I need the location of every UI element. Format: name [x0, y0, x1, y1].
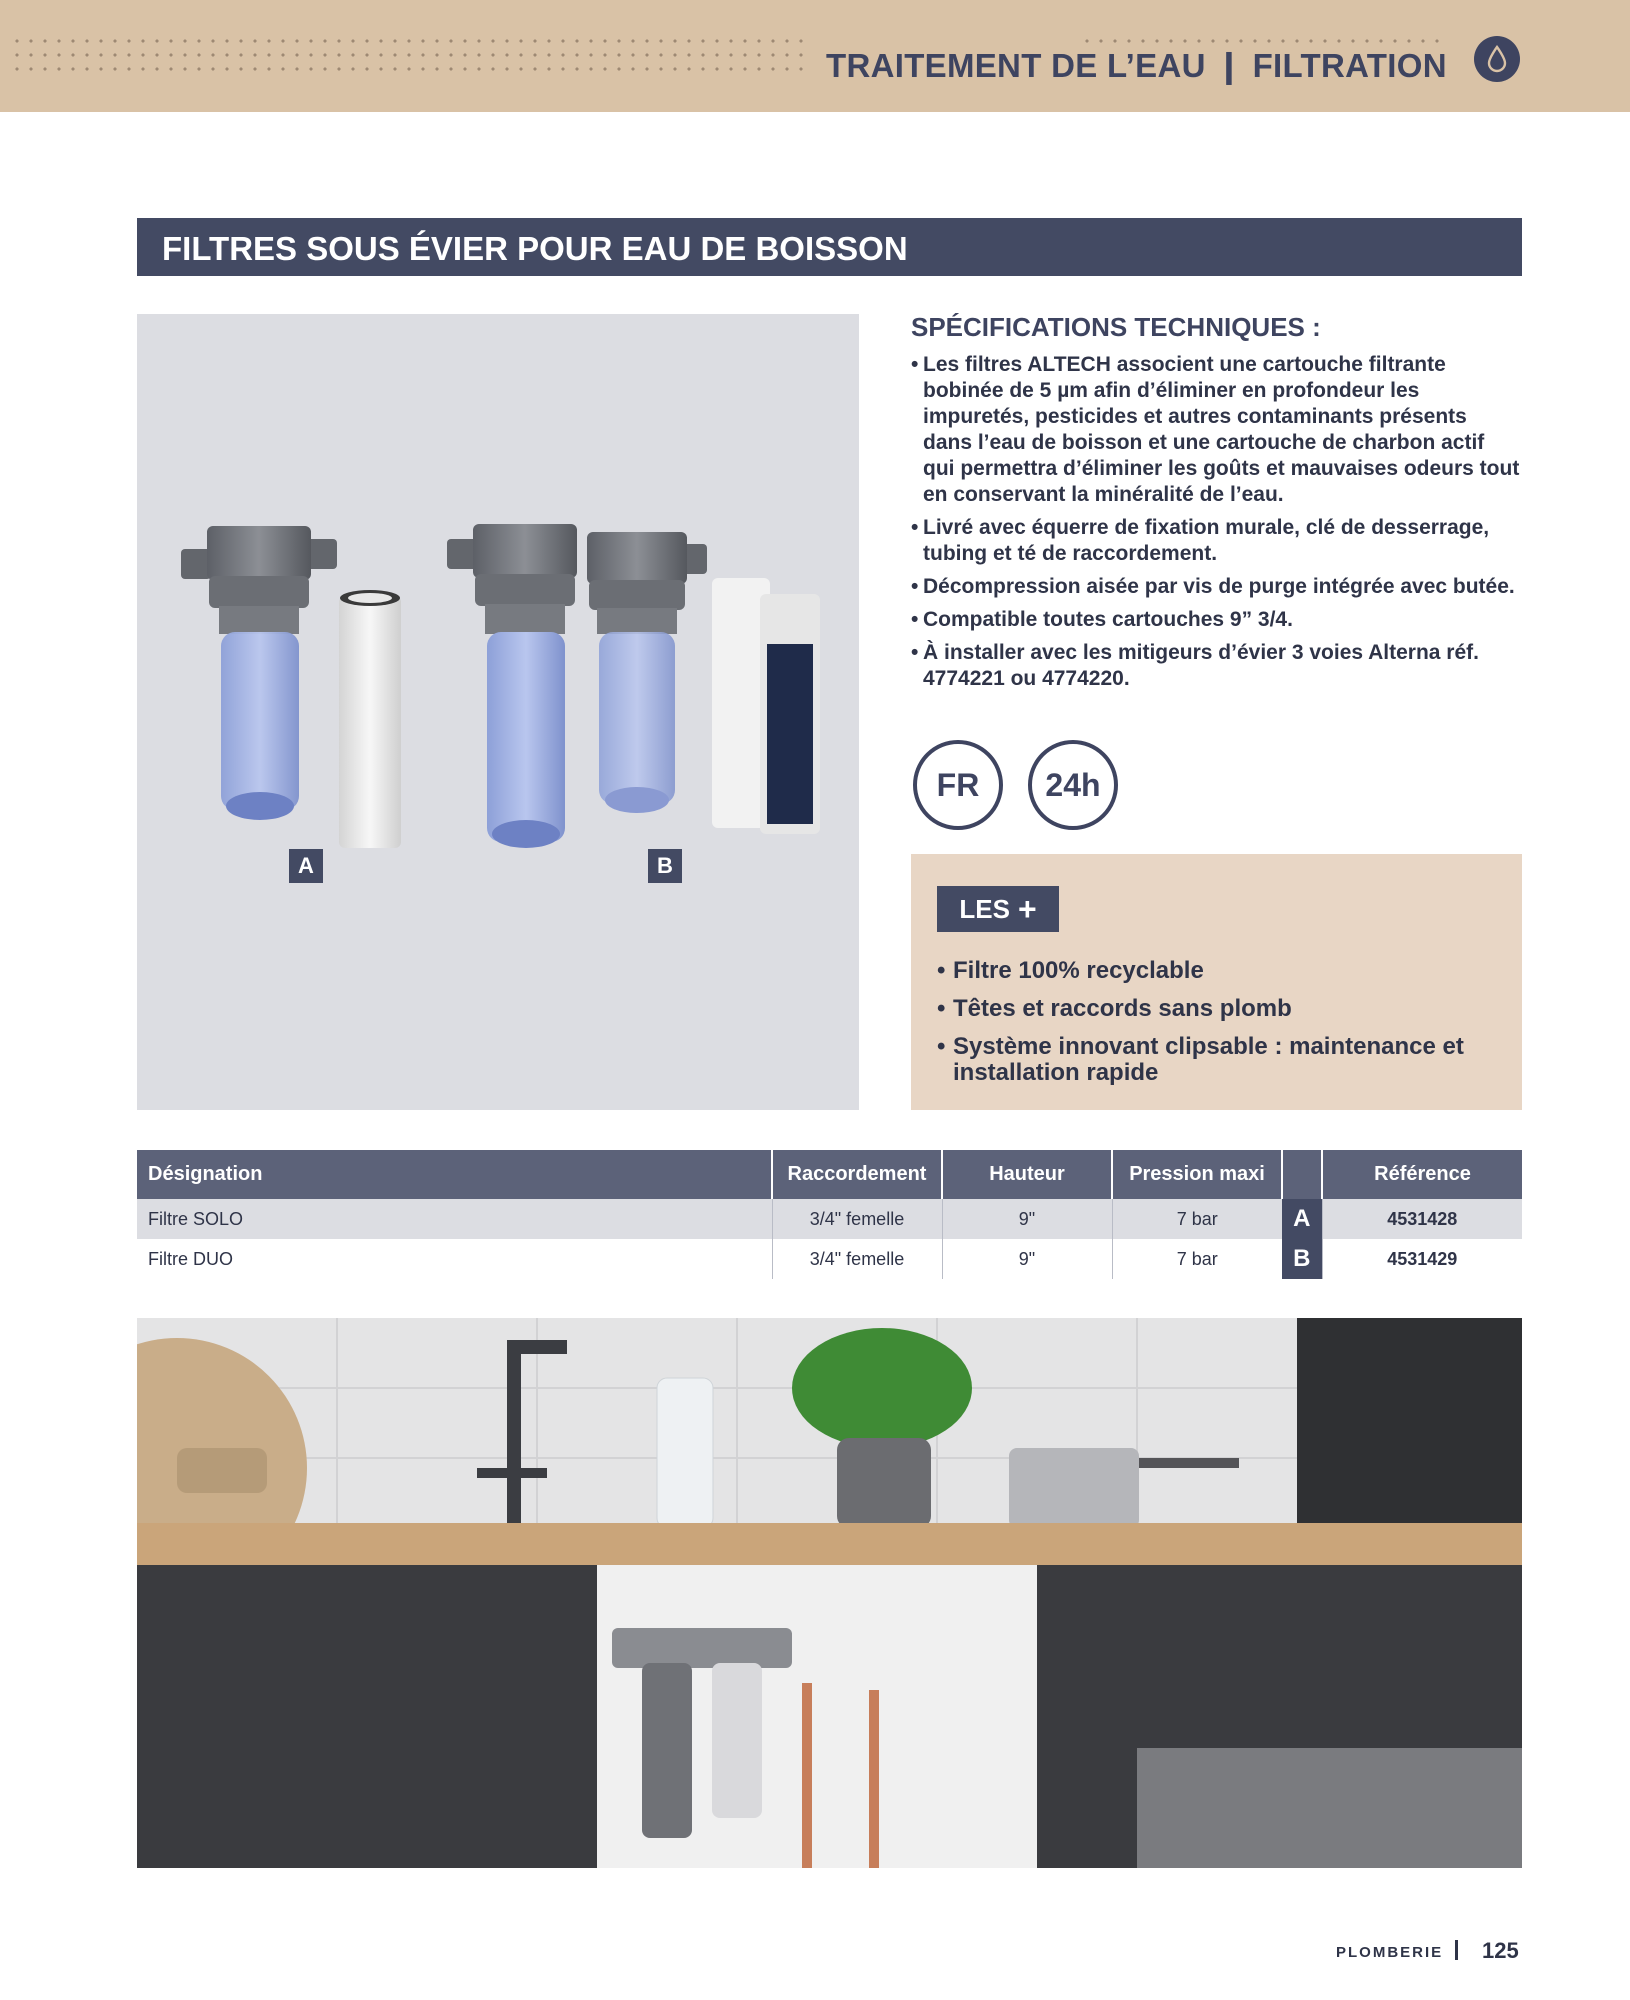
filter-illustration	[137, 314, 859, 1110]
footer-separator	[1455, 1940, 1458, 1960]
made-in-france-badge: FR	[913, 740, 1003, 830]
advantage-item: • Système innovant clipsable : maintenance et installation rapide	[937, 1034, 1497, 1086]
height-cell: 9"	[942, 1199, 1112, 1239]
filter-duo	[447, 524, 707, 848]
decorative-dots	[10, 34, 810, 80]
spec-item: • Les filtres ALTECH associent une cartouche filtrante bobinée de 5 µm afin d’éliminer en profondeur les impuretés, pesticides et autres contaminants présents dans l’eau de boisson et une cartouche de charbon actif qui permettra d’éliminer les goûts et mauvaises odeurs tout en conservant la minéralité de l’eau.	[911, 352, 1521, 508]
advantage-item: • Filtre 100% recyclable	[937, 958, 1497, 984]
advantages-tag	[937, 886, 1059, 932]
advantages-tag-label: LES	[959, 893, 1010, 924]
header-band	[0, 0, 1630, 112]
height-cell: 9"	[942, 1239, 1112, 1279]
filter-solo	[181, 526, 337, 820]
kitchen-illustration	[137, 1318, 1522, 1868]
specs-title: SPÉCIFICATIONS TECHNIQUES :	[911, 312, 1321, 342]
page-number: 125	[1482, 1938, 1519, 1963]
reference-cell: 4531428	[1322, 1199, 1522, 1239]
connection-cell: 3/4" femelle	[772, 1239, 942, 1279]
column-header: Raccordement	[772, 1150, 942, 1199]
table-row	[137, 1199, 1522, 1239]
resin-cartridge	[760, 594, 820, 834]
product-letter-cell: A	[1282, 1199, 1322, 1239]
product-label-a: A	[289, 849, 323, 883]
plus-icon: +	[1017, 890, 1037, 927]
designation-cell: Filtre DUO	[148, 1248, 233, 1269]
decorative-dots	[1080, 34, 1440, 44]
section-title: FILTRES SOUS ÉVIER POUR EAU DE BOISSON	[162, 230, 908, 267]
advantages-box	[911, 854, 1522, 1110]
spec-item: • Compatible toutes cartouches 9” 3/4.	[911, 607, 1521, 633]
spec-item: • Décompression aisée par vis de purge intégrée avec butée.	[911, 574, 1521, 600]
carbon-cartridge	[339, 590, 401, 848]
column-header	[1282, 1150, 1322, 1199]
column-header: Hauteur	[942, 1150, 1112, 1199]
product-letter-cell: B	[1282, 1239, 1322, 1279]
specs-list	[911, 352, 1521, 699]
delivery-24h-badge: 24h	[1028, 740, 1118, 830]
reference-cell: 4531429	[1322, 1239, 1522, 1279]
pressure-cell: 7 bar	[1112, 1239, 1282, 1279]
advantages-list	[937, 958, 1497, 1098]
kitchen-photo	[137, 1318, 1522, 1868]
section-title-bar	[137, 218, 1522, 276]
spec-item: • À installer avec les mitigeurs d’évier 3 voies Alterna réf. 4774221 ou 4774220.	[911, 640, 1521, 692]
column-header: Référence	[1322, 1150, 1522, 1199]
column-header: Pression maxi	[1112, 1150, 1282, 1199]
designation-cell: Filtre SOLO	[137, 1199, 772, 1239]
advantage-item: • Têtes et raccords sans plomb	[937, 996, 1497, 1022]
footer-section-name: PLOMBERIE	[1336, 1944, 1444, 1961]
table-row	[137, 1239, 1522, 1279]
product-label-b: B	[648, 849, 682, 883]
pressure-cell: 7 bar	[1112, 1199, 1282, 1239]
connection-cell: 3/4" femelle	[772, 1199, 942, 1239]
spec-item: • Livré avec équerre de fixation murale, clé de desserrage, tubing et té de raccordement.	[911, 515, 1521, 567]
table-header-row	[137, 1150, 1522, 1199]
column-header: Désignation	[137, 1150, 772, 1199]
page-category-title: TRAITEMENT DE L’EAU ❙ FILTRATION	[826, 47, 1447, 84]
water-drop-icon	[1474, 36, 1520, 82]
product-table	[137, 1150, 1522, 1279]
product-image	[137, 314, 859, 1110]
